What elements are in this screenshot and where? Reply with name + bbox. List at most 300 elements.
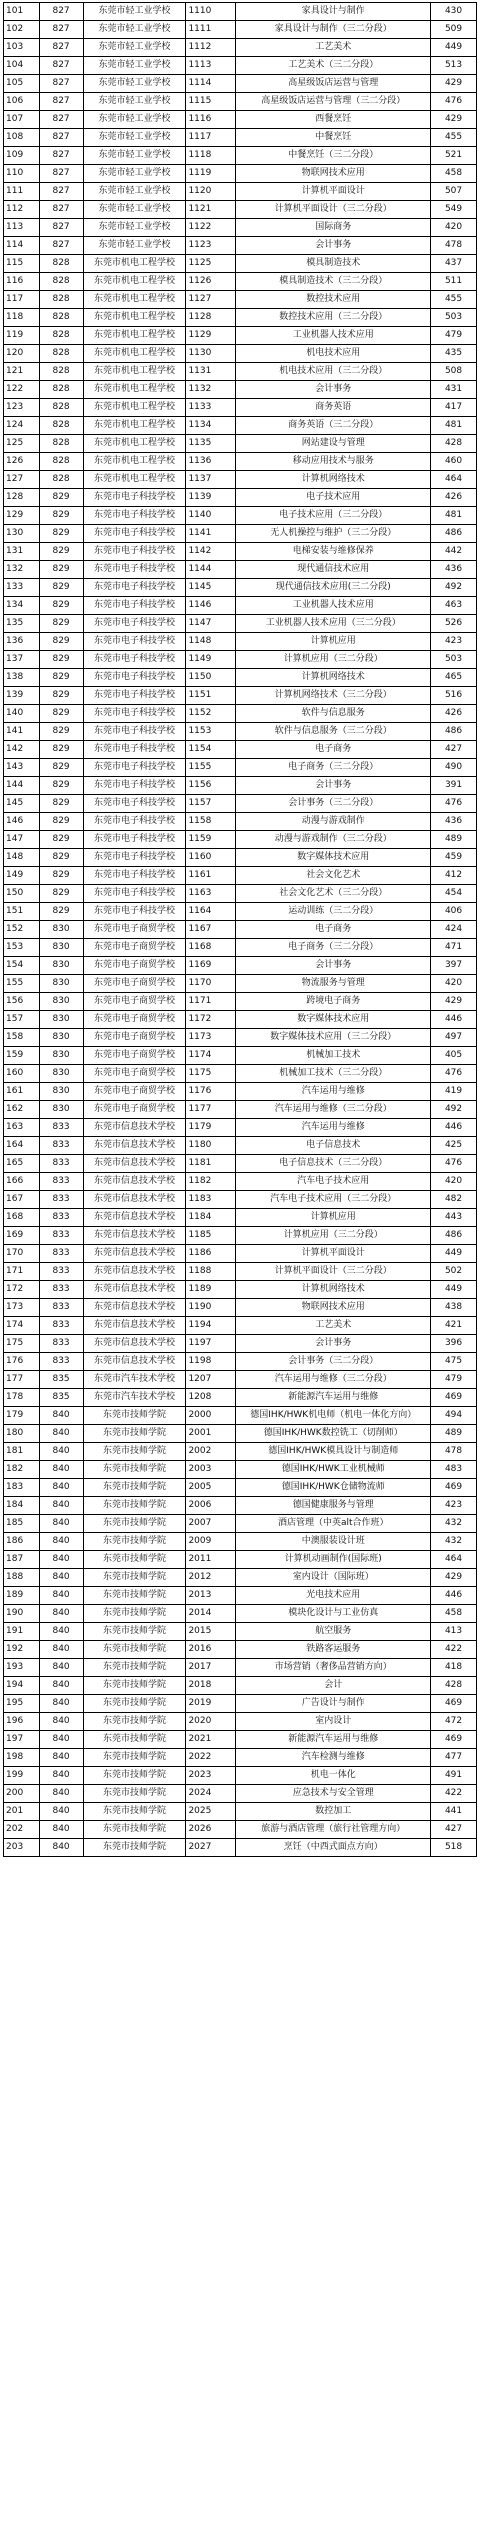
school-code-cell: 829: [39, 489, 83, 507]
school-code-cell: 829: [39, 687, 83, 705]
major-code-cell: 2018: [186, 1677, 236, 1695]
row-number-cell: 164: [4, 1137, 40, 1155]
major-name-cell: 旅游与酒店管理（旅行社管理方向）: [236, 1821, 431, 1839]
score-cell: 478: [431, 237, 477, 255]
table-row: [4, 957, 477, 975]
school-code-cell: 829: [39, 741, 83, 759]
school-code-cell: 840: [39, 1785, 83, 1803]
school-name-cell: 东莞市技师学院: [83, 1659, 186, 1677]
score-cell: 479: [431, 327, 477, 345]
major-name-cell: 新能源汽车运用与维修: [236, 1731, 431, 1749]
score-cell: 426: [431, 489, 477, 507]
row-number-cell: 139: [4, 687, 40, 705]
school-code-cell: 829: [39, 615, 83, 633]
school-name-cell: 东莞市信息技术学校: [83, 1173, 186, 1191]
school-code-cell: 829: [39, 561, 83, 579]
major-code-cell: 1122: [186, 219, 236, 237]
table-row: [4, 759, 477, 777]
major-name-cell: 模具制造技术: [236, 255, 431, 273]
school-name-cell: 东莞市信息技术学校: [83, 1245, 186, 1263]
school-code-cell: 828: [39, 399, 83, 417]
score-cell: 405: [431, 1047, 477, 1065]
row-number-cell: 174: [4, 1317, 40, 1335]
school-code-cell: 835: [39, 1371, 83, 1389]
score-cell: 486: [431, 525, 477, 543]
major-code-cell: 2003: [186, 1461, 236, 1479]
table-row: [4, 1137, 477, 1155]
row-number-cell: 126: [4, 453, 40, 471]
score-cell: 486: [431, 1227, 477, 1245]
score-cell: 423: [431, 1497, 477, 1515]
row-number-cell: 122: [4, 381, 40, 399]
major-code-cell: 1146: [186, 597, 236, 615]
row-number-cell: 130: [4, 525, 40, 543]
table-row: [4, 705, 477, 723]
table-row: [4, 453, 477, 471]
major-code-cell: 1123: [186, 237, 236, 255]
score-cell: 443: [431, 1209, 477, 1227]
row-number-cell: 148: [4, 849, 40, 867]
score-cell: 429: [431, 1569, 477, 1587]
major-name-cell: 数字媒体技术应用: [236, 1011, 431, 1029]
table-row: [4, 993, 477, 1011]
school-code-cell: 833: [39, 1335, 83, 1353]
row-number-cell: 134: [4, 597, 40, 615]
row-number-cell: 116: [4, 273, 40, 291]
major-code-cell: 1117: [186, 129, 236, 147]
admission-score-table: [3, 2, 477, 1857]
school-name-cell: 东莞市技师学院: [83, 1785, 186, 1803]
school-name-cell: 东莞市轻工业学校: [83, 75, 186, 93]
major-name-cell: 动漫与游戏制作（三二分段）: [236, 831, 431, 849]
major-code-cell: 1156: [186, 777, 236, 795]
major-name-cell: 汽车电子技术应用: [236, 1173, 431, 1191]
table-row: [4, 1407, 477, 1425]
school-code-cell: 830: [39, 1011, 83, 1029]
major-name-cell: 中澳服装设计班: [236, 1533, 431, 1551]
major-name-cell: 电子商务: [236, 921, 431, 939]
major-name-cell: 软件与信息服务（三二分段）: [236, 723, 431, 741]
school-code-cell: 828: [39, 453, 83, 471]
school-code-cell: 827: [39, 111, 83, 129]
score-cell: 449: [431, 1245, 477, 1263]
school-code-cell: 830: [39, 1029, 83, 1047]
row-number-cell: 108: [4, 129, 40, 147]
major-code-cell: 1167: [186, 921, 236, 939]
row-number-cell: 103: [4, 39, 40, 57]
score-cell: 476: [431, 93, 477, 111]
school-code-cell: 840: [39, 1605, 83, 1623]
school-name-cell: 东莞市技师学院: [83, 1677, 186, 1695]
school-name-cell: 东莞市电子科技学校: [83, 777, 186, 795]
row-number-cell: 184: [4, 1497, 40, 1515]
row-number-cell: 178: [4, 1389, 40, 1407]
row-number-cell: 155: [4, 975, 40, 993]
row-number-cell: 170: [4, 1245, 40, 1263]
school-name-cell: 东莞市电子商贸学校: [83, 1065, 186, 1083]
school-name-cell: 东莞市机电工程学校: [83, 453, 186, 471]
row-number-cell: 156: [4, 993, 40, 1011]
school-name-cell: 东莞市轻工业学校: [83, 21, 186, 39]
school-name-cell: 东莞市机电工程学校: [83, 435, 186, 453]
score-cell: 431: [431, 381, 477, 399]
school-name-cell: 东莞市技师学院: [83, 1713, 186, 1731]
score-cell: 492: [431, 579, 477, 597]
score-cell: 513: [431, 57, 477, 75]
major-name-cell: 商务英语: [236, 399, 431, 417]
major-name-cell: 计算机平面设计: [236, 183, 431, 201]
major-name-cell: 工业机器人技术应用: [236, 597, 431, 615]
major-code-cell: 1168: [186, 939, 236, 957]
score-cell: 419: [431, 1083, 477, 1101]
school-name-cell: 东莞市轻工业学校: [83, 219, 186, 237]
major-code-cell: 1145: [186, 579, 236, 597]
major-name-cell: 计算机平面设计: [236, 1245, 431, 1263]
score-cell: 426: [431, 705, 477, 723]
table-row: [4, 1209, 477, 1227]
score-cell: 526: [431, 615, 477, 633]
score-cell: 507: [431, 183, 477, 201]
school-code-cell: 840: [39, 1569, 83, 1587]
major-name-cell: 电子商务（三二分段）: [236, 939, 431, 957]
major-code-cell: 2023: [186, 1767, 236, 1785]
school-code-cell: 840: [39, 1497, 83, 1515]
major-name-cell: 会计事务: [236, 777, 431, 795]
score-cell: 478: [431, 1443, 477, 1461]
row-number-cell: 121: [4, 363, 40, 381]
major-name-cell: 广告设计与制作: [236, 1695, 431, 1713]
major-code-cell: 2021: [186, 1731, 236, 1749]
score-cell: 476: [431, 1155, 477, 1173]
school-name-cell: 东莞市机电工程学校: [83, 363, 186, 381]
row-number-cell: 127: [4, 471, 40, 489]
school-name-cell: 东莞市轻工业学校: [83, 111, 186, 129]
score-cell: 429: [431, 111, 477, 129]
row-number-cell: 197: [4, 1731, 40, 1749]
school-code-cell: 827: [39, 93, 83, 111]
table-row: [4, 273, 477, 291]
school-code-cell: 829: [39, 579, 83, 597]
score-cell: 502: [431, 1263, 477, 1281]
major-code-cell: 1185: [186, 1227, 236, 1245]
major-code-cell: 2005: [186, 1479, 236, 1497]
table-row: [4, 1461, 477, 1479]
score-cell: 477: [431, 1749, 477, 1767]
row-number-cell: 175: [4, 1335, 40, 1353]
table-row: [4, 903, 477, 921]
score-cell: 446: [431, 1011, 477, 1029]
row-number-cell: 117: [4, 291, 40, 309]
school-code-cell: 828: [39, 417, 83, 435]
score-cell: 518: [431, 1839, 477, 1857]
row-number-cell: 104: [4, 57, 40, 75]
school-code-cell: 840: [39, 1659, 83, 1677]
major-code-cell: 2014: [186, 1605, 236, 1623]
major-name-cell: 会计事务（三二分段）: [236, 795, 431, 813]
school-name-cell: 东莞市技师学院: [83, 1461, 186, 1479]
school-code-cell: 827: [39, 237, 83, 255]
major-name-cell: 会计事务: [236, 237, 431, 255]
school-name-cell: 东莞市技师学院: [83, 1479, 186, 1497]
school-name-cell: 东莞市电子商贸学校: [83, 921, 186, 939]
school-code-cell: 829: [39, 543, 83, 561]
school-code-cell: 840: [39, 1551, 83, 1569]
school-name-cell: 东莞市电子商贸学校: [83, 1047, 186, 1065]
table-row: [4, 327, 477, 345]
school-name-cell: 东莞市技师学院: [83, 1569, 186, 1587]
major-code-cell: 1176: [186, 1083, 236, 1101]
score-cell: 412: [431, 867, 477, 885]
school-name-cell: 东莞市电子科技学校: [83, 561, 186, 579]
school-name-cell: 东莞市机电工程学校: [83, 417, 186, 435]
row-number-cell: 154: [4, 957, 40, 975]
row-number-cell: 114: [4, 237, 40, 255]
school-name-cell: 东莞市机电工程学校: [83, 345, 186, 363]
major-code-cell: 1164: [186, 903, 236, 921]
score-cell: 469: [431, 1731, 477, 1749]
score-cell: 503: [431, 309, 477, 327]
major-name-cell: 数控加工: [236, 1803, 431, 1821]
table-row: [4, 1101, 477, 1119]
school-code-cell: 829: [39, 903, 83, 921]
table-row: [4, 921, 477, 939]
major-code-cell: 1183: [186, 1191, 236, 1209]
school-code-cell: 829: [39, 705, 83, 723]
table-row: [4, 1839, 477, 1857]
score-cell: 492: [431, 1101, 477, 1119]
table-row: [4, 1011, 477, 1029]
school-code-cell: 829: [39, 723, 83, 741]
score-cell: 489: [431, 831, 477, 849]
school-name-cell: 东莞市技师学院: [83, 1587, 186, 1605]
major-name-cell: 商务英语（三二分段）: [236, 417, 431, 435]
major-name-cell: 物联网技术应用: [236, 165, 431, 183]
table-row: [4, 1677, 477, 1695]
major-code-cell: 1133: [186, 399, 236, 417]
table-row: [4, 57, 477, 75]
major-name-cell: 计算机应用: [236, 633, 431, 651]
school-code-cell: 840: [39, 1407, 83, 1425]
score-cell: 458: [431, 1605, 477, 1623]
major-code-cell: 1172: [186, 1011, 236, 1029]
table-row: [4, 381, 477, 399]
score-cell: 429: [431, 75, 477, 93]
row-number-cell: 138: [4, 669, 40, 687]
row-number-cell: 162: [4, 1101, 40, 1119]
major-code-cell: 2000: [186, 1407, 236, 1425]
major-code-cell: 1131: [186, 363, 236, 381]
table-row: [4, 1173, 477, 1191]
major-name-cell: 物流服务与管理: [236, 975, 431, 993]
table-row: [4, 417, 477, 435]
table-row: [4, 1785, 477, 1803]
major-code-cell: 1115: [186, 93, 236, 111]
major-code-cell: 1197: [186, 1335, 236, 1353]
table-row: [4, 1425, 477, 1443]
school-code-cell: 827: [39, 21, 83, 39]
major-name-cell: 中餐烹饪（三二分段）: [236, 147, 431, 165]
school-code-cell: 840: [39, 1749, 83, 1767]
school-name-cell: 东莞市电子科技学校: [83, 669, 186, 687]
major-name-cell: 光电技术应用: [236, 1587, 431, 1605]
major-code-cell: 2012: [186, 1569, 236, 1587]
major-name-cell: 电子商务（三二分段）: [236, 759, 431, 777]
score-cell: 469: [431, 1389, 477, 1407]
table-row: [4, 1389, 477, 1407]
school-name-cell: 东莞市电子科技学校: [83, 579, 186, 597]
major-code-cell: 2009: [186, 1533, 236, 1551]
major-code-cell: 1114: [186, 75, 236, 93]
school-code-cell: 829: [39, 597, 83, 615]
school-name-cell: 东莞市技师学院: [83, 1551, 186, 1569]
school-name-cell: 东莞市电子商贸学校: [83, 1029, 186, 1047]
school-name-cell: 东莞市电子科技学校: [83, 705, 186, 723]
table-row: [4, 849, 477, 867]
major-code-cell: 2007: [186, 1515, 236, 1533]
school-code-cell: 829: [39, 507, 83, 525]
major-code-cell: 1149: [186, 651, 236, 669]
major-code-cell: 1152: [186, 705, 236, 723]
row-number-cell: 128: [4, 489, 40, 507]
major-code-cell: 1189: [186, 1281, 236, 1299]
table-row: [4, 201, 477, 219]
school-name-cell: 东莞市电子科技学校: [83, 885, 186, 903]
school-name-cell: 东莞市技师学院: [83, 1731, 186, 1749]
school-name-cell: 东莞市信息技术学校: [83, 1191, 186, 1209]
major-code-cell: 1175: [186, 1065, 236, 1083]
major-name-cell: 计算机网络技术: [236, 1281, 431, 1299]
school-name-cell: 东莞市汽车技术学校: [83, 1371, 186, 1389]
row-number-cell: 179: [4, 1407, 40, 1425]
major-code-cell: 1207: [186, 1371, 236, 1389]
table-row: [4, 1659, 477, 1677]
table-row: [4, 1497, 477, 1515]
major-code-cell: 1177: [186, 1101, 236, 1119]
row-number-cell: 196: [4, 1713, 40, 1731]
row-number-cell: 182: [4, 1461, 40, 1479]
table-row: [4, 579, 477, 597]
major-name-cell: 会计: [236, 1677, 431, 1695]
score-cell: 489: [431, 1425, 477, 1443]
table-row: [4, 1155, 477, 1173]
school-name-cell: 东莞市技师学院: [83, 1605, 186, 1623]
table-row: [4, 183, 477, 201]
school-code-cell: 840: [39, 1821, 83, 1839]
major-code-cell: 1144: [186, 561, 236, 579]
school-code-cell: 840: [39, 1713, 83, 1731]
score-cell: 469: [431, 1479, 477, 1497]
score-cell: 422: [431, 1785, 477, 1803]
school-name-cell: 东莞市技师学院: [83, 1515, 186, 1533]
row-number-cell: 124: [4, 417, 40, 435]
school-code-cell: 833: [39, 1299, 83, 1317]
school-code-cell: 840: [39, 1695, 83, 1713]
major-code-cell: 1179: [186, 1119, 236, 1137]
major-code-cell: 1174: [186, 1047, 236, 1065]
row-number-cell: 102: [4, 21, 40, 39]
school-name-cell: 东莞市电子科技学校: [83, 813, 186, 831]
row-number-cell: 159: [4, 1047, 40, 1065]
score-cell: 476: [431, 1065, 477, 1083]
major-code-cell: 1180: [186, 1137, 236, 1155]
score-cell: 413: [431, 1623, 477, 1641]
major-name-cell: 计算机应用: [236, 1209, 431, 1227]
major-name-cell: 电子技术应用: [236, 489, 431, 507]
row-number-cell: 163: [4, 1119, 40, 1137]
score-cell: 464: [431, 1551, 477, 1569]
school-name-cell: 东莞市信息技术学校: [83, 1335, 186, 1353]
school-code-cell: 835: [39, 1389, 83, 1407]
school-name-cell: 东莞市电子商贸学校: [83, 1011, 186, 1029]
major-code-cell: 2020: [186, 1713, 236, 1731]
row-number-cell: 150: [4, 885, 40, 903]
score-cell: 508: [431, 363, 477, 381]
row-number-cell: 177: [4, 1371, 40, 1389]
major-name-cell: 汽车运用与维修: [236, 1083, 431, 1101]
school-code-cell: 827: [39, 201, 83, 219]
major-name-cell: 汽车检测与维修: [236, 1749, 431, 1767]
school-name-cell: 东莞市轻工业学校: [83, 183, 186, 201]
table-row: [4, 615, 477, 633]
table-row: [4, 1119, 477, 1137]
table-row: [4, 687, 477, 705]
major-name-cell: 铁路客运服务: [236, 1641, 431, 1659]
table-row: [4, 1713, 477, 1731]
row-number-cell: 168: [4, 1209, 40, 1227]
table-row: [4, 435, 477, 453]
school-code-cell: 829: [39, 831, 83, 849]
major-name-cell: 电子信息技术: [236, 1137, 431, 1155]
table-row: [4, 1641, 477, 1659]
score-cell: 427: [431, 741, 477, 759]
row-number-cell: 193: [4, 1659, 40, 1677]
score-cell: 469: [431, 1695, 477, 1713]
table-row: [4, 129, 477, 147]
major-code-cell: 2027: [186, 1839, 236, 1857]
table-row: [4, 255, 477, 273]
major-name-cell: 计算机网络技术: [236, 669, 431, 687]
school-code-cell: 829: [39, 867, 83, 885]
row-number-cell: 203: [4, 1839, 40, 1857]
score-cell: 458: [431, 165, 477, 183]
row-number-cell: 129: [4, 507, 40, 525]
table-row: [4, 1695, 477, 1713]
score-cell: 481: [431, 507, 477, 525]
major-code-cell: 1147: [186, 615, 236, 633]
school-code-cell: 833: [39, 1137, 83, 1155]
school-name-cell: 东莞市机电工程学校: [83, 273, 186, 291]
row-number-cell: 201: [4, 1803, 40, 1821]
school-name-cell: 东莞市电子商贸学校: [83, 1083, 186, 1101]
major-code-cell: 1169: [186, 957, 236, 975]
school-name-cell: 东莞市电子商贸学校: [83, 993, 186, 1011]
row-number-cell: 107: [4, 111, 40, 129]
row-number-cell: 161: [4, 1083, 40, 1101]
score-cell: 417: [431, 399, 477, 417]
school-code-cell: 830: [39, 921, 83, 939]
school-name-cell: 东莞市技师学院: [83, 1641, 186, 1659]
row-number-cell: 167: [4, 1191, 40, 1209]
score-cell: 455: [431, 291, 477, 309]
school-code-cell: 840: [39, 1731, 83, 1749]
school-name-cell: 东莞市轻工业学校: [83, 237, 186, 255]
table-row: [4, 1749, 477, 1767]
score-cell: 446: [431, 1587, 477, 1605]
major-code-cell: 1190: [186, 1299, 236, 1317]
score-cell: 428: [431, 435, 477, 453]
major-name-cell: 电子技术应用（三二分段）: [236, 507, 431, 525]
row-number-cell: 140: [4, 705, 40, 723]
